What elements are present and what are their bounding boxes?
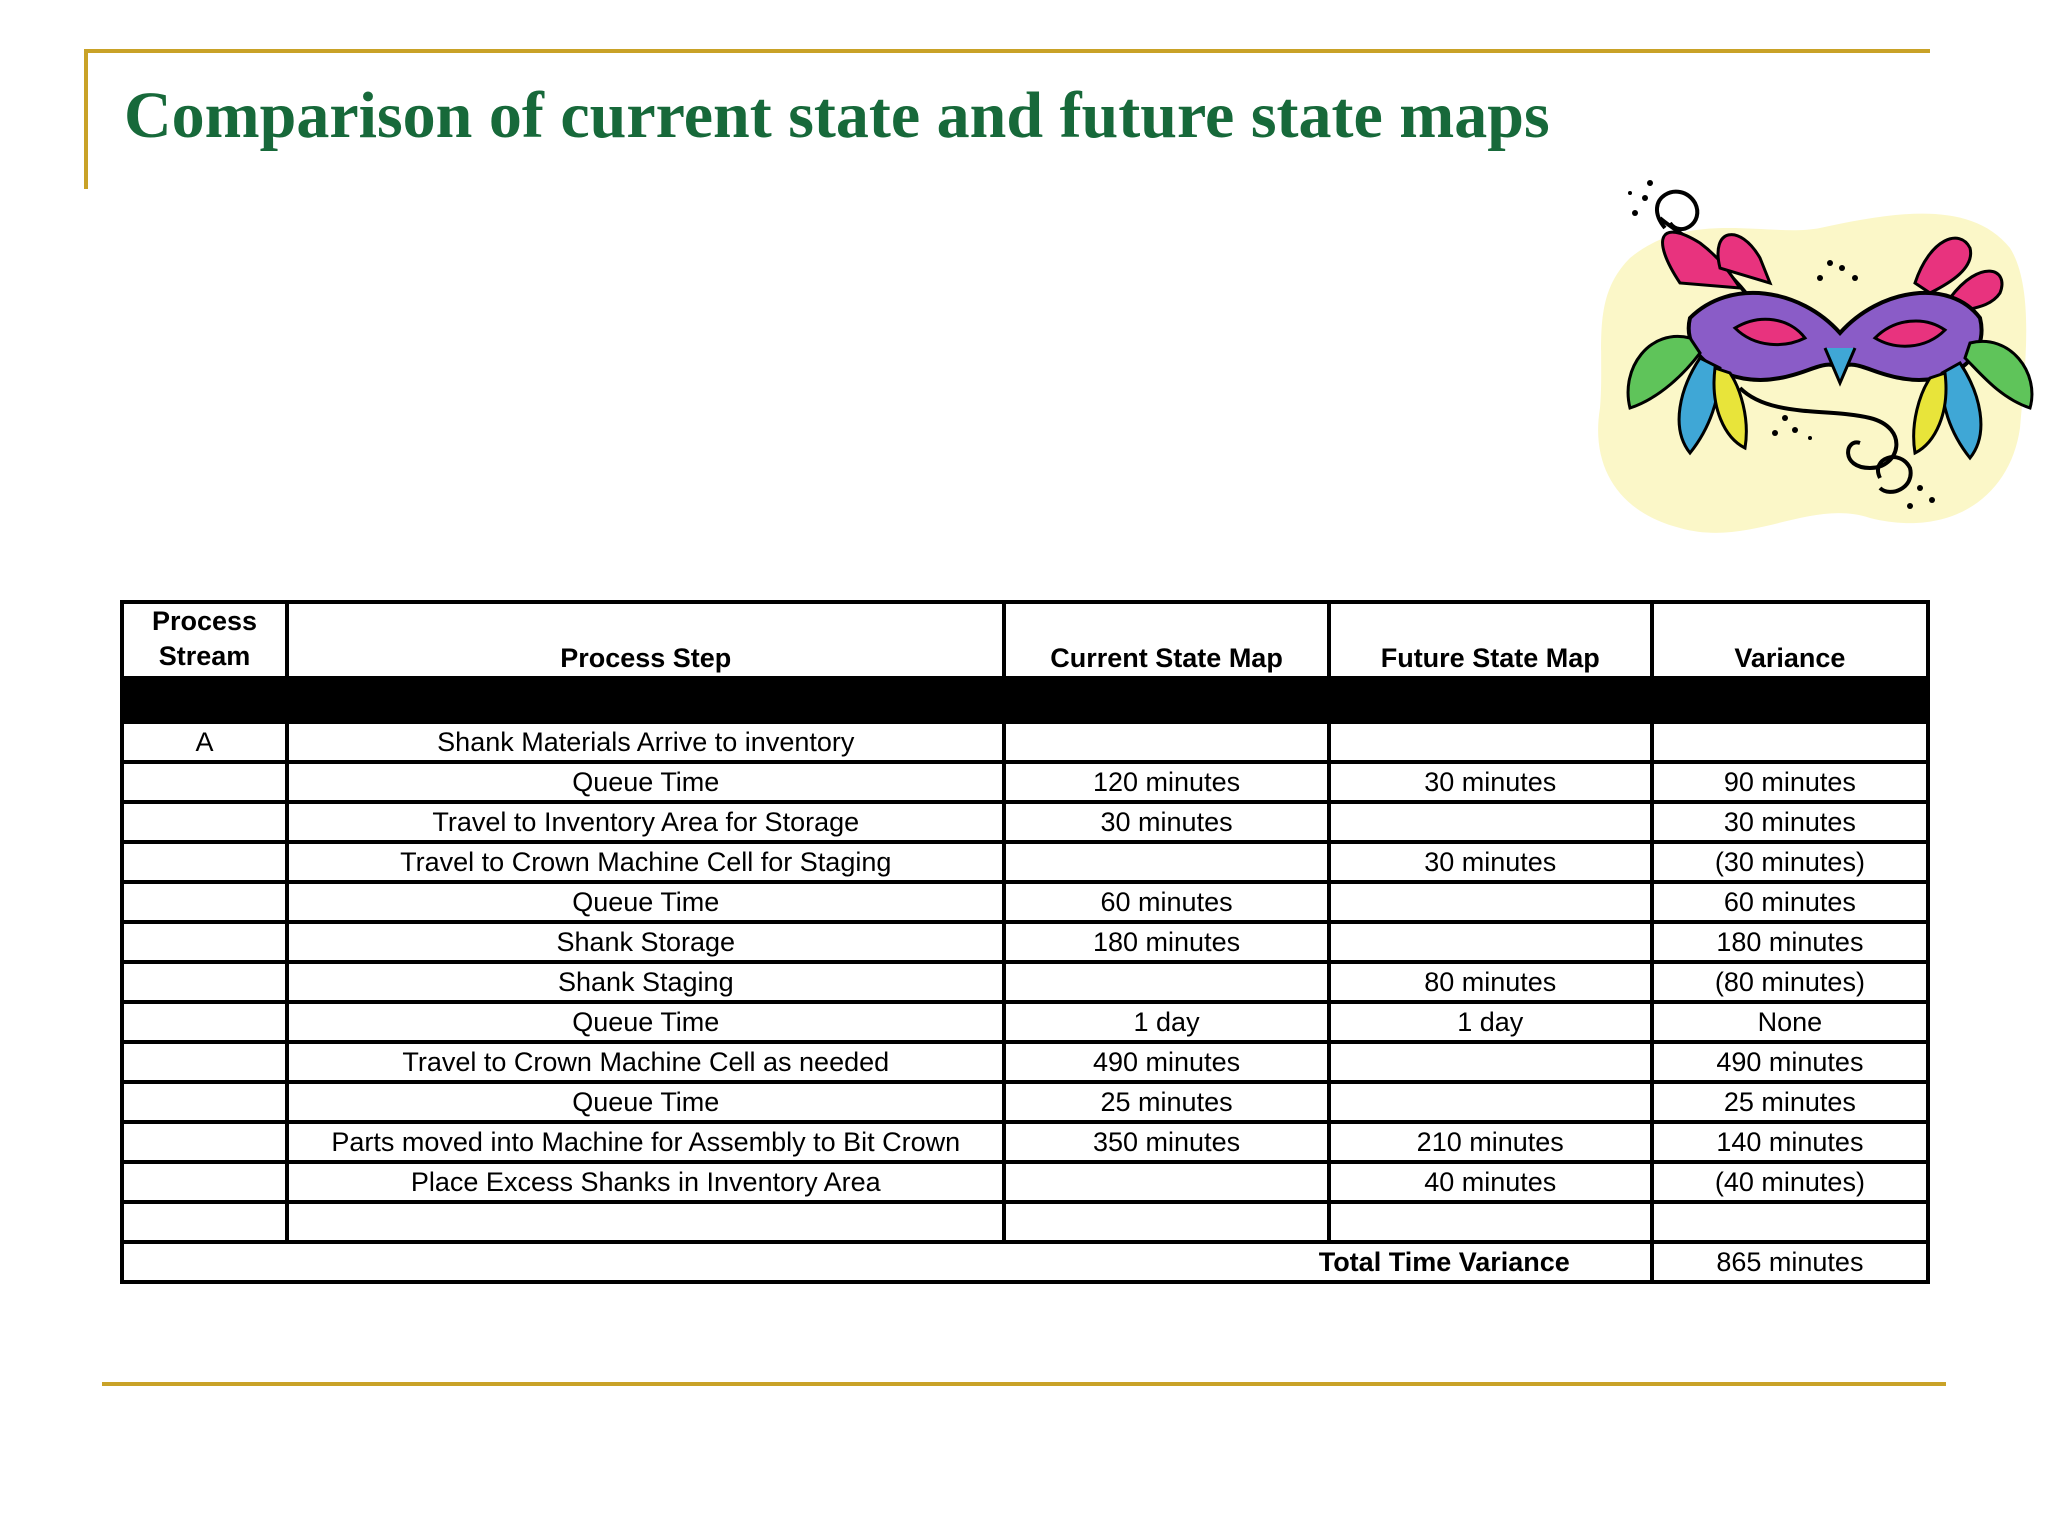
cell-variance: 180 minutes [1652, 922, 1928, 962]
header-variance: Variance [1652, 602, 1928, 678]
cell-variance: 90 minutes [1652, 762, 1928, 802]
table-row [122, 1202, 1928, 1242]
carnival-mask-icon [1570, 168, 2040, 568]
table-row [122, 762, 1928, 802]
comparison-table [120, 600, 1930, 1284]
cell-step: Travel to Inventory Area for Storage [287, 802, 1004, 842]
cell-variance: 490 minutes [1652, 1042, 1928, 1082]
cell-future: 80 minutes [1329, 962, 1652, 1002]
cell-current: 60 minutes [1004, 882, 1328, 922]
cell-variance [1652, 1202, 1928, 1242]
cell-future [1329, 1082, 1652, 1122]
cell-step: Shank Materials Arrive to inventory [287, 722, 1004, 762]
total-row [122, 1242, 1928, 1282]
cell-stream [122, 802, 287, 842]
table-row [122, 1082, 1928, 1122]
cell-variance: 140 minutes [1652, 1122, 1928, 1162]
cell-stream [122, 1042, 287, 1082]
cell-step: Queue Time [287, 762, 1004, 802]
total-label: Total Time Variance [122, 1242, 1652, 1282]
cell-variance: 25 minutes [1652, 1082, 1928, 1122]
cell-variance: None [1652, 1002, 1928, 1042]
top-rule [84, 49, 1930, 53]
total-value: 865 minutes [1652, 1242, 1928, 1282]
cell-current [1004, 962, 1328, 1002]
cell-future: 210 minutes [1329, 1122, 1652, 1162]
cell-current: 120 minutes [1004, 762, 1328, 802]
left-rule [84, 49, 88, 189]
cell-future: 40 minutes [1329, 1162, 1652, 1202]
cell-stream [122, 962, 287, 1002]
table-row [122, 1002, 1928, 1042]
table-row [122, 882, 1928, 922]
cell-stream [122, 842, 287, 882]
cell-variance: (30 minutes) [1652, 842, 1928, 882]
cell-current: 1 day [1004, 1002, 1328, 1042]
cell-future [1329, 802, 1652, 842]
cell-variance [1652, 722, 1928, 762]
cell-future: 30 minutes [1329, 842, 1652, 882]
slide-title: Comparison of current state and future state maps [124, 79, 1550, 152]
table-row [122, 1042, 1928, 1082]
cell-step: Queue Time [287, 1082, 1004, 1122]
cell-stream [122, 882, 287, 922]
cell-stream [122, 1002, 287, 1042]
cell-future [1329, 722, 1652, 762]
cell-future: 30 minutes [1329, 762, 1652, 802]
cell-stream [122, 1202, 287, 1242]
cell-step: Queue Time [287, 1002, 1004, 1042]
table-row [122, 802, 1928, 842]
cell-current: 30 minutes [1004, 802, 1328, 842]
cell-stream [122, 1162, 287, 1202]
cell-step: Place Excess Shanks in Inventory Area [287, 1162, 1004, 1202]
cell-stream [122, 1122, 287, 1162]
cell-current [1004, 842, 1328, 882]
table-row [122, 1122, 1928, 1162]
cell-step: Shank Staging [287, 962, 1004, 1002]
table-row [122, 922, 1928, 962]
cell-stream [122, 762, 287, 802]
header-band [122, 678, 1928, 722]
bottom-rule [102, 1382, 1946, 1386]
header-process-stream: Process Stream [122, 602, 287, 678]
header-row [122, 602, 1928, 678]
cell-current: 350 minutes [1004, 1122, 1328, 1162]
cell-step: Parts moved into Machine for Assembly to Bit Crown [287, 1122, 1004, 1162]
table-row [122, 962, 1928, 1002]
cell-current: 180 minutes [1004, 922, 1328, 962]
cell-step: Travel to Crown Machine Cell for Staging [287, 842, 1004, 882]
cell-current [1004, 722, 1328, 762]
cell-variance: (80 minutes) [1652, 962, 1928, 1002]
header-process-step: Process Step [287, 602, 1004, 678]
cell-current: 490 minutes [1004, 1042, 1328, 1082]
cell-step: Queue Time [287, 882, 1004, 922]
cell-future [1329, 922, 1652, 962]
cell-variance: 30 minutes [1652, 802, 1928, 842]
cell-step: Shank Storage [287, 922, 1004, 962]
table-row [122, 722, 1928, 762]
cell-stream: A [122, 722, 287, 762]
cell-current: 25 minutes [1004, 1082, 1328, 1122]
table-row [122, 842, 1928, 882]
cell-future: 1 day [1329, 1002, 1652, 1042]
cell-future [1329, 1202, 1652, 1242]
cell-current [1004, 1202, 1328, 1242]
cell-step [287, 1202, 1004, 1242]
header-future-state: Future State Map [1329, 602, 1652, 678]
cell-current [1004, 1162, 1328, 1202]
cell-future [1329, 882, 1652, 922]
table-row [122, 1162, 1928, 1202]
cell-future [1329, 1042, 1652, 1082]
cell-stream [122, 922, 287, 962]
cell-step: Travel to Crown Machine Cell as needed [287, 1042, 1004, 1082]
cell-variance: (40 minutes) [1652, 1162, 1928, 1202]
cell-variance: 60 minutes [1652, 882, 1928, 922]
cell-stream [122, 1082, 287, 1122]
header-current-state: Current State Map [1004, 602, 1328, 678]
